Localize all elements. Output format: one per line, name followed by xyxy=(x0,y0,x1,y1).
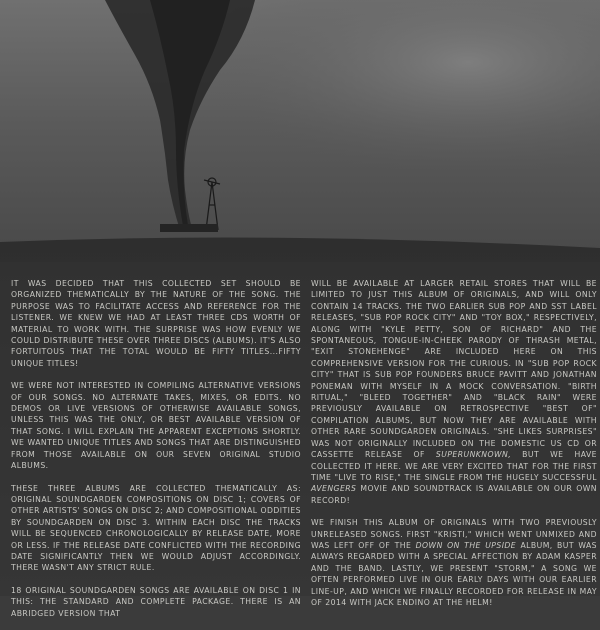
liner-notes-left-column xyxy=(11,278,301,630)
album-title-down-on-the-upside: DOWN ON THE UPSIDE xyxy=(415,540,517,550)
left-paragraph-4: 18 ORIGINAL SOUNDGARDEN SONGS ARE AVAILABLE ON DISC 1 IN THIS: THE STANDARD AND COMPLETE PACKAGE. THERE IS AN ABRIDGED VERSION THAT xyxy=(11,585,301,618)
left-paragraph-1: IT WAS DECIDED THAT THIS COLLECTED SET SHOULD BE ORGANIZED THEMATICALLY BY THE NATURE OF THE SONG. THE PURPOSE WAS TO FACILITATE ACCESS AND REFERENCE FOR THE LISTENER. WE KNEW WE HAD AT LEAST THREE CDS WORTH OF MATERIAL TO WORK WITH. THE SURPRISE WAS HOW EVENLY WE COULD DISTRIBUTE THESE OVER THREE DISCS (ALBUMS). IT'S ALSO FORTUITOUS THAT THE TOTAL WOULD BE FIFTY TITLES...FIFTY UNIQUE TITLES! xyxy=(11,279,301,368)
liner-notes-right-column xyxy=(311,278,597,619)
left-paragraph-3: THESE THREE ALBUMS ARE COLLECTED THEMATICALLY AS: ORIGINAL SOUNDGARDEN COMPOSITIONS ON DISC 1; COVERS OF OTHER ARTISTS' SONGS ON DISC 2; AND COMPOSITIONAL ODDITIES BY SOUNDGARDEN ON DISC 3. WITHIN EACH DISC THE TRACKS WILL BE SEQUENCED CHRONOLOGICALLY BY RELEASE DATE, MORE OR LESS. IF THE RELEASE DATE CONFLICTED WITH THE RECORDING DATE SIGNIFICANTLY THEN WE WOULD ADJUST ACCORDINGLY. THERE WASN'T ANY STRICT RULE. xyxy=(11,483,301,573)
left-paragraph-2: WE WERE NOT INTERESTED IN COMPILING ALTERNATIVE VERSIONS OF OUR SONGS. NO ALTERNATE TAKES, MIXES, OR EDITS. NO DEMOS OR LIVE VERSIONS OF OTHERWISE AVAILABLE SONGS, UNLESS THIS WAS THE ONLY, OR BEST AVAILABLE VERSION OF THAT SONG. I WILL EXPLAIN THE APPARENT EXCEPTIONS SHORTLY. WE WANTED UNIQUE TITLES AND SONGS THAT ARE DISTINGUISHED FROM THOSE AVAILABLE ON OUR SEVEN ORIGINAL STUDIO ALBUMS. xyxy=(11,381,301,471)
album-title-superunknown: SUPERUNKNOWN, xyxy=(435,450,512,460)
right-paragraph-2: WE FINISH THIS ALBUM OF ORIGINALS WITH TWO PREVIOUSLY UNRELEASED SONGS. FIRST "KRISTI," WHICH WENT UNMIXED AND WAS LEFT OFF OF THE DOWN ON THE UPSIDE ALBUM, BUT WAS ALWAYS REGARDED WITH A SPECIAL AFFECTION BY ADAM KASPER AND THE BAND. LASTLY, WE PRESENT "STORM," A SONG WE OFTEN PERFORMED LIVE IN OUR EARLY DAYS WITH OUR EARLIER LINE-UP, AND WHICH WE FINALLY RECORDED FOR RELEASE IN MAY OF 2014 WITH JACK ENDINO AT THE HELM! xyxy=(311,518,598,607)
right-paragraph-1: WILL BE AVAILABLE AT LARGER RETAIL STORES THAT WILL BE LIMITED TO JUST THIS ALBUM OF ORIGINALS, AND WILL ONLY CONTAIN 14 TRACKS. THE TWO EARLIER SUB POP AND SST LABEL RELEASES, "SUB POP ROCK CITY" AND "TOY BOX," RESPECTIVELY, ALONG WITH "KYLE PETTY, SON OF RICHARD" AND THE SPONTANEOUS, TONGUE-IN-CHEEK PARODY OF THRASH METAL, "EXIT STONEHENGE" ARE INCLUDED HERE ON THIS COMPREHENSIVE VERSION FOR THE CURIOUS. IN "SUB POP ROCK CITY" THAT IS SUB POP FOUNDERS BRUCE PAVITT AND JONATHAN PONEMAN WITH MYSELF IN A MOCK CONVERSATION. "BIRTH RITUAL," "BLEED TOGETHER" AND "BLACK RAIN" WERE PREVIOUSLY AVAILABLE ON RETROSPECTIVE "BEST OF" COMPILATION ALBUMS, BUT NOW THEY ARE AVAILABLE WITH OTHER RARE SOUNDGARDEN ORIGINALS. "SHE LIKES SURPRISES" WAS NOT ORIGINALLY INCLUDED ON THE DOMESTIC US CD OR CASSETTE RELEASE OF SUPERUNKNOWN, BUT WE HAVE COLLECTED IT HERE. WE ARE VERY EXCITED THAT FOR THE FIRST TIME "LIVE TO RISE," THE SINGLE FROM THE HUGELY SUCCESSFUL AVENGERS MOVIE AND SOUNDTRACK IS AVAILABLE ON OUR OWN RECORD! xyxy=(311,279,597,505)
movie-title-avengers: AVENGERS xyxy=(311,484,357,494)
farm-shed xyxy=(160,224,218,232)
